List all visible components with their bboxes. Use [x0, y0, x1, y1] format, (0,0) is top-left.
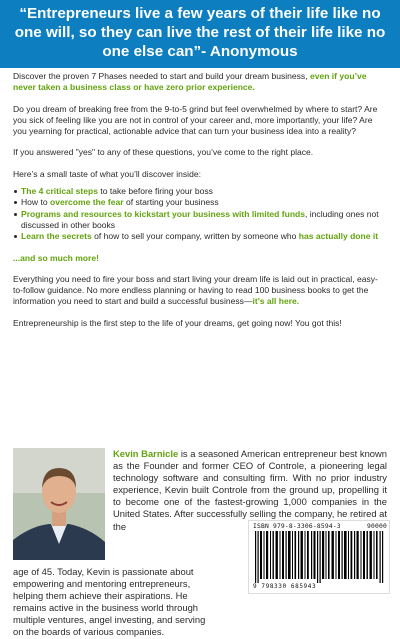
author-bio-bottom: age of 45. Today, Kevin is passionate about empowering and mentoring entrepreneurs, helping them achieve their aspirations. He remains active in the business world through multiple ventures, angel investing, and serving on the boards of various companies. [13, 566, 206, 638]
questions-paragraph: Do you dream of breaking free from the 9-to-5 grind but feel overwhelmed by where to start? Are you sick of feeling like you are not in control of your career and, more importantly, your life? Are you yearning for practical, actionable advice that can turn your business idea into a reality? [13, 103, 378, 137]
isbn-label: ISBN 979-8-3306-8594-3 90000 [253, 523, 387, 530]
list-item: How to overcome the fear of starting your business [13, 197, 387, 208]
yes-paragraph: If you answered "yes" to any of these questions, you’ve come to the right place. [13, 147, 314, 158]
benefit-list [13, 186, 387, 242]
more-line: ...and so much more! [13, 252, 99, 263]
list-item: The 4 critical steps to take before firing your boss [13, 186, 387, 197]
barcode-bars [253, 531, 387, 583]
quote-text: “Entrepreneurs live a few years of their life like no one will, so they can live the rest of their life like no one else can”- Anonymous [14, 5, 386, 60]
list-item: Programs and resources to kickstart your business with limited funds, including ones not discussed in other books [13, 209, 387, 232]
author-name: Kevin Barnicle [113, 448, 179, 459]
isbn-barcode [248, 520, 390, 594]
description [13, 71, 387, 339]
quote-banner [0, 0, 400, 68]
intro-paragraph [13, 71, 387, 94]
list-item: Learn the secrets of how to sell your company, written by someone who has actually done it [13, 231, 387, 242]
barcode-digits: 9 798330 685943 [253, 583, 317, 590]
author-bio-top: Kevin Barnicle is a seasoned American entrepreneur best known as the Founder and former CEO of Controle, a pioneering legal technology software and consulting firm. With no prior industry experience, Kevin built Controle from the ground up, propelling it to become one of the fastest-growing 1,000 companies in the United States. After successfully selling the company, he retired at the [113, 448, 387, 532]
guide-paragraph: Everything you need to fire your boss and start living your dream life is laid out in practical, easy-to-follow guidance. No more endless planning or having to read 100 business books to get the information you need to start and build a successful business—it’s all here. [13, 273, 378, 307]
author-photo [13, 448, 105, 560]
taste-paragraph: Here’s a small taste of what you’ll discover inside: [13, 168, 201, 179]
intro-line: Discover the proven 7 Phases needed to start and build your dream business, [13, 71, 308, 81]
closing-paragraph: Entrepreneurship is the first step to the life of your dreams, get going now! You got this! [13, 317, 342, 328]
intro-highlight: even if you’ve never taken a business class or have zero prior experience. [13, 71, 367, 93]
